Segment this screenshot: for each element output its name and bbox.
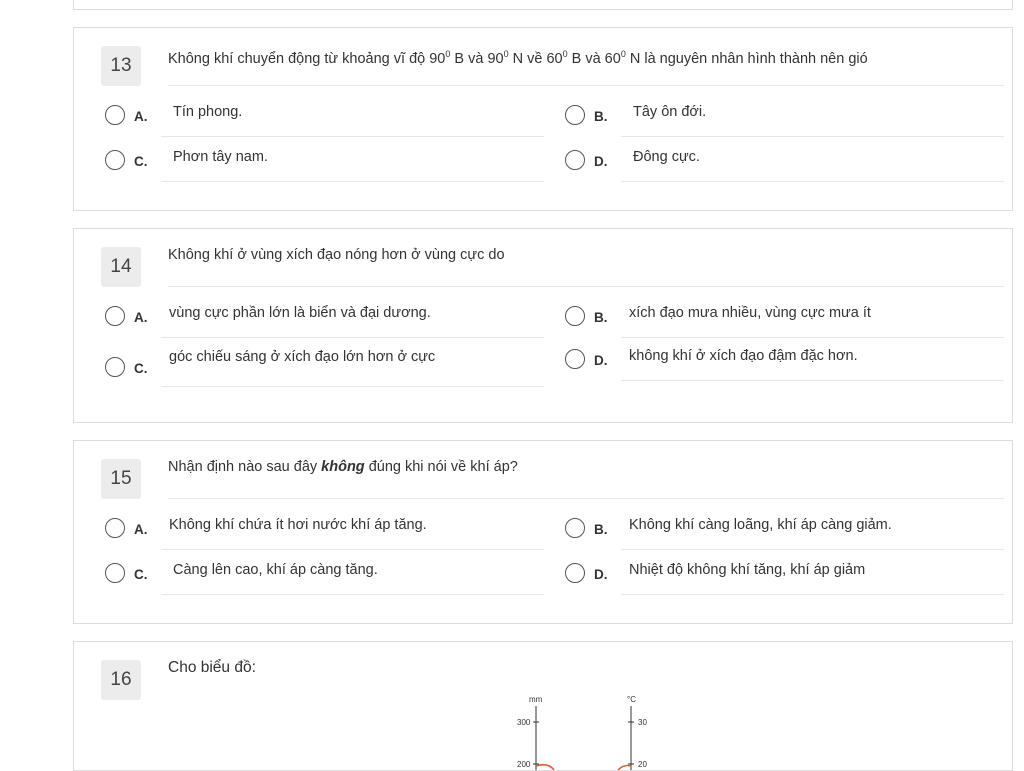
question-text-part: N về 60 — [508, 50, 563, 67]
option-text: Càng lên cao, khí áp càng tăng. — [161, 561, 544, 595]
option-letter: D. — [594, 567, 608, 582]
option-letter: A. — [134, 109, 148, 124]
question-text-emphasis: không — [321, 459, 365, 475]
option-text: Không khí chứa ít hơi nước khí áp tăng. — [161, 516, 544, 550]
question-text-part: B và 60 — [567, 50, 621, 67]
option-text: Tín phong. — [161, 103, 544, 137]
radio-button[interactable] — [565, 349, 585, 369]
degree-sup: 0 — [445, 49, 451, 59]
left-axis-unit: mm — [529, 695, 543, 704]
question-number: 13 — [101, 46, 141, 86]
question-text: Không khí ở vùng xích đạo nóng hơn ở vùng cực do — [168, 246, 1004, 287]
degree-sup: 0 — [620, 49, 626, 59]
option-text: Phơn tây nam. — [161, 148, 544, 182]
option-letter: B. — [594, 522, 608, 537]
previous-question-card — [73, 0, 1013, 10]
question-text: Cho biểu đồ: — [168, 659, 256, 676]
question-text-part: N là nguyên nhân hình thành nên gió — [625, 50, 868, 67]
temperature-curve — [618, 766, 631, 771]
radio-button[interactable] — [105, 518, 125, 538]
radio-button[interactable] — [105, 306, 125, 326]
option-text: vùng cực phần lớn là biển và đại dương. — [161, 304, 544, 338]
option-text: xích đạo mưa nhiều, vùng cực mưa ít — [621, 304, 1004, 338]
question-text — [168, 458, 1004, 499]
radio-button[interactable] — [105, 150, 125, 170]
question-card-13 — [73, 27, 1013, 211]
question-text-part: B và 90 — [450, 50, 504, 67]
radio-button[interactable] — [565, 105, 585, 125]
radio-button[interactable] — [565, 563, 585, 583]
question-card-14 — [73, 228, 1013, 423]
question-number: 14 — [101, 247, 141, 287]
degree-sup: 0 — [503, 49, 509, 59]
question-text-part: Nhận định nào sau đây — [168, 459, 322, 475]
rainfall-curve — [536, 765, 554, 770]
right-tick-label: 20 — [638, 760, 647, 769]
question-card-15 — [73, 440, 1013, 624]
right-tick-label: 30 — [638, 718, 647, 727]
option-letter: A. — [134, 310, 148, 325]
option-text: Tây ôn đới. — [621, 103, 1004, 137]
option-letter: B. — [594, 310, 608, 325]
radio-button[interactable] — [105, 563, 125, 583]
option-letter: A. — [134, 522, 148, 537]
left-tick-label: 200 — [517, 760, 531, 769]
radio-button[interactable] — [565, 306, 585, 326]
question-text — [168, 45, 1004, 86]
option-letter: D. — [594, 353, 608, 368]
option-text: góc chiếu sáng ở xích đạo lớn hơn ở cực — [161, 348, 544, 387]
radio-button[interactable] — [565, 150, 585, 170]
option-text: Đông cực. — [621, 148, 1004, 182]
right-axis-unit: °C — [627, 695, 636, 704]
left-tick-label: 300 — [517, 718, 531, 727]
option-text: Không khí càng loãng, khí áp càng giảm. — [621, 516, 1004, 550]
radio-button[interactable] — [105, 105, 125, 125]
question-text-part: Không khí chuyển động từ khoảng vĩ độ 90 — [168, 50, 446, 67]
option-letter: D. — [594, 154, 608, 169]
degree-sup: 0 — [562, 49, 568, 59]
question-number: 16 — [101, 660, 141, 700]
question-text-part: đúng khi nói về khí áp? — [364, 459, 518, 475]
option-letter: C. — [134, 361, 148, 376]
radio-button[interactable] — [105, 357, 125, 377]
climate-chart — [514, 690, 674, 770]
question-card-16 — [73, 641, 1013, 771]
option-text: không khí ở xích đạo đậm đặc hơn. — [621, 347, 1004, 381]
option-letter: C. — [134, 154, 148, 169]
option-text: Nhiệt độ không khí tăng, khí áp giảm — [621, 561, 1004, 595]
option-letter: C. — [134, 567, 148, 582]
option-letter: B. — [594, 109, 608, 124]
question-number: 15 — [101, 459, 141, 499]
radio-button[interactable] — [565, 518, 585, 538]
